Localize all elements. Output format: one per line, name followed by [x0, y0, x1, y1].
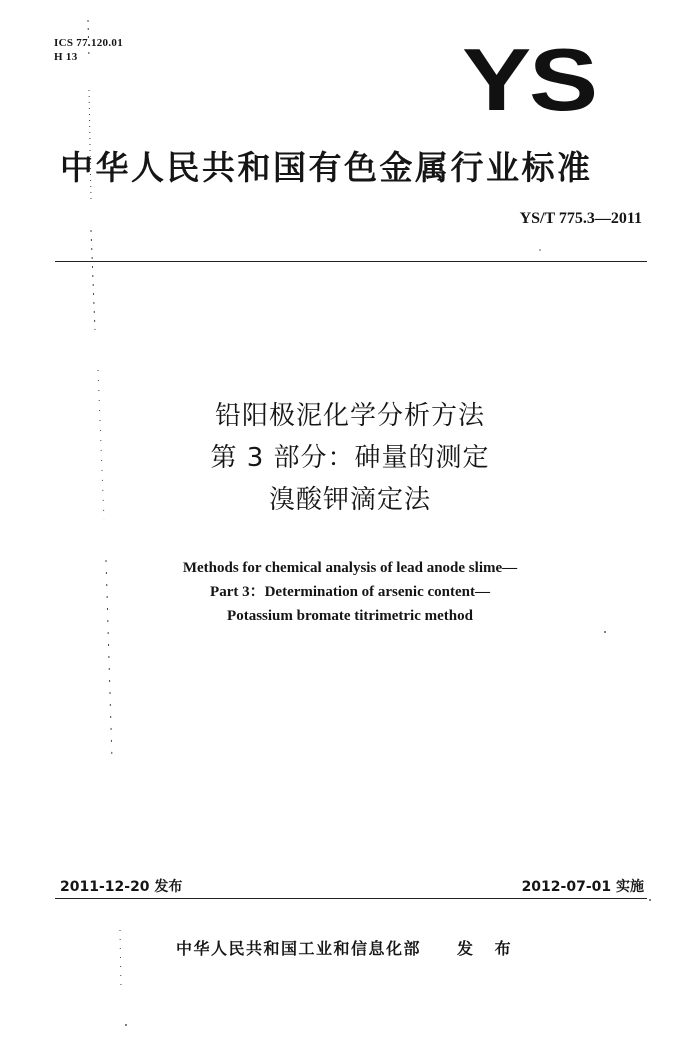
english-title-line-1: Methods for chemical analysis of lead anode slime— — [182, 560, 518, 576]
ys-logo: YS — [462, 30, 596, 129]
ics-code: ICS 77.120.01 — [54, 37, 123, 49]
english-title-line-3: Potassium bromate titrimetric method — [227, 608, 473, 624]
chinese-title-line-2: 第 3 部分：砷量的测定 — [210, 443, 490, 473]
publisher-name: 中华人民共和国工业和信息化部 — [176, 939, 422, 958]
issue-date: 2011-12-20 发布 — [60, 879, 183, 895]
publish-word: 发 布 — [457, 939, 519, 958]
chinese-title-line-3: 溴酸钾滴定法 — [268, 485, 431, 515]
english-title-line-2: Part 3：Determination of arsenic content— — [210, 584, 490, 600]
standard-number: YS/T 775.3—2011 — [519, 210, 642, 227]
classification-codes — [54, 36, 123, 64]
header-divider — [55, 261, 647, 262]
publisher-line — [176, 936, 519, 959]
chinese-title — [0, 395, 700, 521]
ccs-code: H 13 — [54, 51, 78, 63]
standard-category-title: 中华人民共和国有色金属行业标准 — [60, 148, 593, 187]
footer-divider — [55, 898, 647, 899]
chinese-title-line-1: 铅阳极泥化学分析方法 — [214, 401, 485, 431]
implementation-date: 2012-07-01 实施 — [521, 879, 644, 895]
english-title — [0, 556, 700, 628]
